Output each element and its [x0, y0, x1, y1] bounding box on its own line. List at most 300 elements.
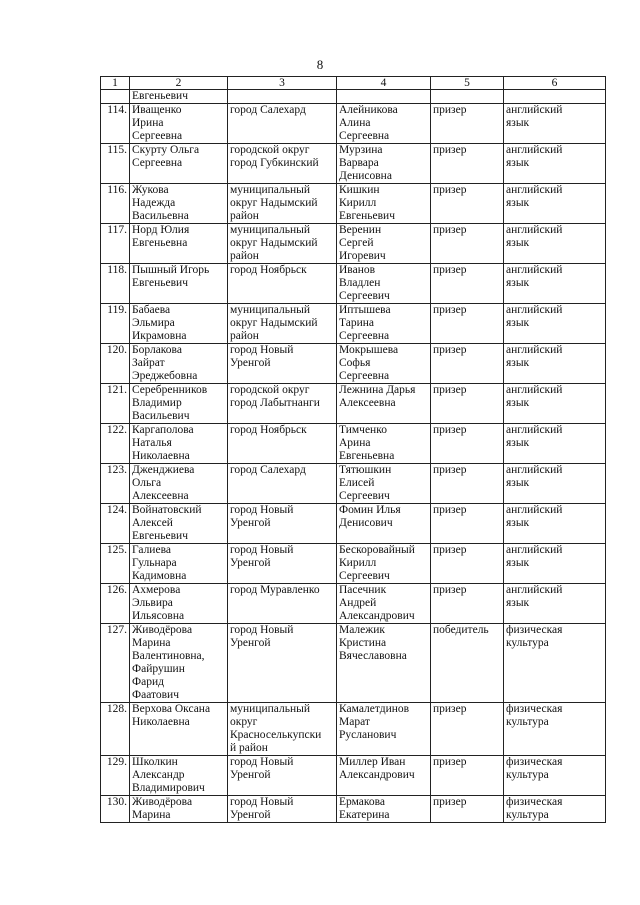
cell-line: округ [230, 716, 258, 728]
status-cell [431, 384, 504, 424]
cell-line: культура [506, 716, 549, 728]
student-cell [337, 424, 431, 464]
cell-line: Евгеньевич [132, 277, 188, 289]
cell-line: английский [506, 144, 563, 156]
cell-line: город Ноябрьск [230, 424, 307, 436]
student-cell [337, 756, 431, 796]
cell-line: Красноселькупски [230, 729, 322, 741]
column-header: 1 [101, 77, 130, 90]
row-number: 129. [101, 756, 130, 796]
teacher-cell [130, 703, 228, 756]
cell-line: Миллер Иван [339, 756, 406, 768]
row-number: 127. [101, 624, 130, 703]
teacher-cell [130, 344, 228, 384]
municipality-cell [228, 224, 337, 264]
cell-line: Сергеевна [339, 330, 390, 342]
municipality-cell [228, 104, 337, 144]
cell-line: Владимир [132, 397, 182, 409]
table-row [101, 90, 606, 104]
cell-line: призер [433, 756, 467, 768]
cell-line: район [230, 330, 259, 342]
cell-line: язык [506, 357, 530, 369]
status-cell [431, 144, 504, 184]
cell-line: Зайрат [132, 357, 165, 369]
status-cell [431, 544, 504, 584]
status-cell [431, 264, 504, 304]
cell-line: Борлакова [132, 344, 182, 356]
cell-line: Алексеевна [339, 397, 396, 409]
cell-line: английский [506, 544, 563, 556]
table-row [101, 384, 606, 424]
cell-line: Тарина [339, 317, 375, 329]
cell-line: район [230, 210, 259, 222]
subject-cell [504, 544, 606, 584]
subject-cell [504, 344, 606, 384]
table-row [101, 344, 606, 384]
cell-line: Лежнина Дарья [339, 384, 416, 396]
municipality-cell [228, 344, 337, 384]
teacher-cell [130, 104, 228, 144]
cell-line: Норд Юлия [132, 224, 190, 236]
cell-line: Фаатович [132, 689, 179, 701]
student-cell [337, 224, 431, 264]
row-number: 115. [101, 144, 130, 184]
municipality-cell [228, 584, 337, 624]
row-number: 116. [101, 184, 130, 224]
cell-line: английский [506, 504, 563, 516]
cell-line: призер [433, 224, 467, 236]
student-cell [337, 464, 431, 504]
row-number: 123. [101, 464, 130, 504]
table-row [101, 464, 606, 504]
cell-line: Бабаева [132, 304, 171, 316]
status-cell [431, 504, 504, 544]
cell-line: Галиева [132, 544, 171, 556]
cell-line: призер [433, 384, 467, 396]
cell-line: Уренгой [230, 357, 271, 369]
cell-line: призер [433, 184, 467, 196]
student-cell [337, 144, 431, 184]
table-row [101, 184, 606, 224]
row-number: 114. [101, 104, 130, 144]
cell-line: победитель [433, 624, 489, 636]
cell-line: муниципальный [230, 184, 311, 196]
status-cell [431, 184, 504, 224]
cell-line: Кристина [339, 637, 387, 649]
cell-line: Софья [339, 357, 371, 369]
cell-line: Уренгой [230, 809, 271, 821]
cell-line: Иптышева [339, 304, 391, 316]
cell-line: Камалетдинов [339, 703, 410, 715]
cell-line: призер [433, 144, 467, 156]
cell-line: Валентиновна, [132, 650, 205, 662]
cell-line: язык [506, 517, 530, 529]
cell-line: Сергеевна [339, 370, 390, 382]
table-row [101, 703, 606, 756]
cell-line: Ильясовна [132, 610, 185, 622]
cell-line: Бескоровайный [339, 544, 415, 556]
cell-line: Каргаполова [132, 424, 194, 436]
cell-line: Николаевна [132, 716, 190, 728]
cell-line: культура [506, 809, 549, 821]
cell-line: Александрович [339, 769, 415, 781]
student-cell [337, 344, 431, 384]
cell-line: культура [506, 769, 549, 781]
cell-line: район [230, 250, 259, 262]
cell-line: английский [506, 104, 563, 116]
student-cell [337, 624, 431, 703]
teacher-cell [130, 504, 228, 544]
table-row [101, 424, 606, 464]
table-row [101, 544, 606, 584]
cell-line: призер [433, 344, 467, 356]
cell-line: Сергеевич [339, 570, 390, 582]
teacher-cell [130, 184, 228, 224]
cell-line: округ Надымский [230, 237, 318, 249]
cell-line: Уренгой [230, 517, 271, 529]
cell-line: й район [230, 742, 268, 754]
status-cell [431, 104, 504, 144]
cell-line: призер [433, 104, 467, 116]
cell-line: Эльвира [132, 597, 173, 609]
teacher-cell [130, 224, 228, 264]
cell-line: Алейникова [339, 104, 398, 116]
cell-line: Русланович [339, 729, 397, 741]
subject-cell [504, 584, 606, 624]
cell-line: призер [433, 264, 467, 276]
status-cell [431, 796, 504, 823]
row-number: 124. [101, 504, 130, 544]
cell-line: городской округ [230, 144, 310, 156]
cell-line: Владимирович [132, 782, 205, 794]
cell-line: Кишкин [339, 184, 380, 196]
cell-line: Войнатовский [132, 504, 202, 516]
subject-cell [504, 703, 606, 756]
cell-line: Алина [339, 117, 371, 129]
table-row [101, 504, 606, 544]
row-number: 122. [101, 424, 130, 464]
cell-line: язык [506, 117, 530, 129]
cell-line: муниципальный [230, 224, 311, 236]
cell-line: Сергеевна [132, 130, 183, 142]
municipality-cell [228, 624, 337, 703]
cell-line: Сергеевич [339, 290, 390, 302]
cell-line: английский [506, 584, 563, 596]
status-cell [431, 756, 504, 796]
cell-line: физическая [506, 703, 563, 715]
cell-line: английский [506, 384, 563, 396]
cell-line: Васильевна [132, 210, 189, 222]
row-number: 128. [101, 703, 130, 756]
cell-line: Николаевна [132, 450, 190, 462]
cell-line: Эреджебовна [132, 370, 198, 382]
cell-line: язык [506, 597, 530, 609]
student-cell [337, 703, 431, 756]
subject-cell [504, 104, 606, 144]
cell-line: английский [506, 224, 563, 236]
cell-line: Александр [132, 769, 185, 781]
student-cell [337, 264, 431, 304]
cell-line: английский [506, 184, 563, 196]
status-cell [431, 703, 504, 756]
municipality-cell [228, 756, 337, 796]
municipality-cell [228, 264, 337, 304]
row-number: 130. [101, 796, 130, 823]
subject-cell [504, 304, 606, 344]
cell-line: Живодёрова [132, 624, 193, 636]
cell-line: призер [433, 304, 467, 316]
header-row [101, 77, 606, 90]
cell-line: город Новый [230, 544, 294, 556]
subject-cell [504, 144, 606, 184]
subject-cell [504, 756, 606, 796]
cell-line: культура [506, 637, 549, 649]
teacher-cell [130, 796, 228, 823]
cell-line: призер [433, 424, 467, 436]
cell-line: Евгеньевич [339, 210, 395, 222]
cell-line: Денисовна [339, 170, 392, 182]
cell-line: Денисович [339, 517, 393, 529]
cell-line: Надежда [132, 197, 176, 209]
cell-line: английский [506, 304, 563, 316]
cell-line: Жукова [132, 184, 169, 196]
cell-line: Кадимовна [132, 570, 187, 582]
table-row [101, 756, 606, 796]
status-cell [431, 304, 504, 344]
student-cell [337, 184, 431, 224]
cell-line: Евгеньевич [132, 90, 188, 102]
status-cell [431, 624, 504, 703]
cell-line: Ольга [132, 477, 162, 489]
cell-line: Кирилл [339, 557, 377, 569]
cell-line: Пасечник [339, 584, 387, 596]
cell-line: Тимченко [339, 424, 387, 436]
subject-cell [504, 384, 606, 424]
results-table [100, 76, 606, 823]
cell-line: Веренин [339, 224, 382, 236]
teacher-cell [130, 424, 228, 464]
cell-line: призер [433, 504, 467, 516]
status-cell [431, 424, 504, 464]
teacher-cell [130, 384, 228, 424]
cell-line: город Ноябрьск [230, 264, 307, 276]
subject-cell [504, 264, 606, 304]
cell-line: город Салехард [230, 104, 306, 116]
municipality-cell [228, 424, 337, 464]
row-number: 120. [101, 344, 130, 384]
cell-line: город Новый [230, 756, 294, 768]
subject-cell [504, 796, 606, 823]
teacher-cell [130, 264, 228, 304]
status-cell [431, 464, 504, 504]
municipality-cell [228, 304, 337, 344]
cell-line: Наталья [132, 437, 172, 449]
teacher-cell [130, 304, 228, 344]
municipality-cell [228, 90, 337, 104]
row-number: 117. [101, 224, 130, 264]
teacher-cell [130, 464, 228, 504]
cell-line: Фарид [132, 676, 164, 688]
row-number: 121. [101, 384, 130, 424]
cell-line: язык [506, 237, 530, 249]
cell-line: английский [506, 264, 563, 276]
subject-cell [504, 624, 606, 703]
cell-line: Ахмерова [132, 584, 181, 596]
cell-line: муниципальный [230, 703, 311, 715]
cell-line: Марина [132, 637, 171, 649]
column-header: 3 [228, 77, 337, 90]
student-cell [337, 90, 431, 104]
row-number [101, 90, 130, 104]
cell-line: Арина [339, 437, 371, 449]
cell-line: Елисей [339, 477, 375, 489]
cell-line: Эльмира [132, 317, 175, 329]
cell-line: язык [506, 157, 530, 169]
subject-cell [504, 464, 606, 504]
cell-line: английский [506, 464, 563, 476]
teacher-cell [130, 756, 228, 796]
subject-cell [504, 224, 606, 264]
municipality-cell [228, 796, 337, 823]
municipality-cell [228, 144, 337, 184]
column-header: 6 [504, 77, 606, 90]
cell-line: язык [506, 397, 530, 409]
cell-line: физическая [506, 796, 563, 808]
cell-line: Скурту Ольга [132, 144, 200, 156]
cell-line: призер [433, 703, 467, 715]
cell-line: округ Надымский [230, 317, 318, 329]
student-cell [337, 544, 431, 584]
cell-line: Ирина [132, 117, 164, 129]
cell-line: Сергей [339, 237, 374, 249]
table-row [101, 796, 606, 823]
cell-line: Живодёрова [132, 796, 193, 808]
cell-line: Ермакова [339, 796, 386, 808]
cell-line: городской округ [230, 384, 310, 396]
cell-line: Андрей [339, 597, 377, 609]
municipality-cell [228, 464, 337, 504]
cell-line: Уренгой [230, 557, 271, 569]
student-cell [337, 504, 431, 544]
teacher-cell [130, 544, 228, 584]
cell-line: Сергеевна [132, 157, 183, 169]
cell-line: Вячеславовна [339, 650, 407, 662]
cell-line: язык [506, 317, 530, 329]
subject-cell [504, 424, 606, 464]
table-row [101, 264, 606, 304]
cell-line: язык [506, 557, 530, 569]
cell-line: Серебренников [132, 384, 208, 396]
cell-line: физическая [506, 624, 563, 636]
cell-line: Иванов [339, 264, 376, 276]
student-cell [337, 584, 431, 624]
cell-line: Тятюшкин [339, 464, 392, 476]
cell-line: призер [433, 796, 467, 808]
subject-cell [504, 184, 606, 224]
status-cell [431, 584, 504, 624]
cell-line: английский [506, 424, 563, 436]
cell-line: Владлен [339, 277, 381, 289]
cell-line: Пышный Игорь [132, 264, 210, 276]
cell-line: Игоревич [339, 250, 386, 262]
row-number: 118. [101, 264, 130, 304]
cell-line: Фомин Илья [339, 504, 401, 516]
cell-line: Уренгой [230, 769, 271, 781]
cell-line: город Муравленко [230, 584, 320, 596]
cell-line: Александрович [339, 610, 415, 622]
cell-line: Мурзина [339, 144, 383, 156]
municipality-cell [228, 384, 337, 424]
cell-line: Иващенко [132, 104, 182, 116]
subject-cell [504, 90, 606, 104]
cell-line: язык [506, 437, 530, 449]
table-row [101, 584, 606, 624]
status-cell [431, 224, 504, 264]
table-row [101, 624, 606, 703]
cell-line: язык [506, 477, 530, 489]
student-cell [337, 796, 431, 823]
cell-line: Мокрышева [339, 344, 399, 356]
teacher-cell [130, 144, 228, 184]
table-row [101, 144, 606, 184]
cell-line: город Новый [230, 624, 294, 636]
column-header: 4 [337, 77, 431, 90]
municipality-cell [228, 184, 337, 224]
status-cell [431, 90, 504, 104]
cell-line: Верхова Оксана [132, 703, 211, 715]
status-cell [431, 344, 504, 384]
cell-line: язык [506, 277, 530, 289]
municipality-cell [228, 504, 337, 544]
page-number: 8 [316, 57, 324, 72]
cell-line: Сергеевич [339, 490, 390, 502]
teacher-cell [130, 90, 228, 104]
row-number: 119. [101, 304, 130, 344]
row-number: 125. [101, 544, 130, 584]
student-cell [337, 104, 431, 144]
cell-line: округ Надымский [230, 197, 318, 209]
cell-line: муниципальный [230, 304, 311, 316]
subject-cell [504, 504, 606, 544]
cell-line: Марат [339, 716, 370, 728]
cell-line: город Новый [230, 796, 294, 808]
cell-line: город Новый [230, 344, 294, 356]
cell-line: Школкин [132, 756, 178, 768]
row-number: 126. [101, 584, 130, 624]
cell-line: Кирилл [339, 197, 377, 209]
cell-line: Гульнара [132, 557, 177, 569]
cell-line: Алексей [132, 517, 173, 529]
table-row [101, 304, 606, 344]
cell-line: Васильевич [132, 410, 190, 422]
cell-line: Файрушин [132, 663, 185, 675]
cell-line: призер [433, 584, 467, 596]
cell-line: Евгеньевна [339, 450, 395, 462]
column-header: 2 [130, 77, 228, 90]
municipality-cell [228, 544, 337, 584]
municipality-cell [228, 703, 337, 756]
cell-line: призер [433, 464, 467, 476]
cell-line: город Салехард [230, 464, 306, 476]
cell-line: Малежик [339, 624, 385, 636]
teacher-cell [130, 624, 228, 703]
cell-line: физическая [506, 756, 563, 768]
cell-line: Сергеевна [339, 130, 390, 142]
cell-line: город Губкинский [230, 157, 319, 169]
student-cell [337, 384, 431, 424]
cell-line: город Лабытнанги [230, 397, 320, 409]
cell-line: язык [506, 197, 530, 209]
